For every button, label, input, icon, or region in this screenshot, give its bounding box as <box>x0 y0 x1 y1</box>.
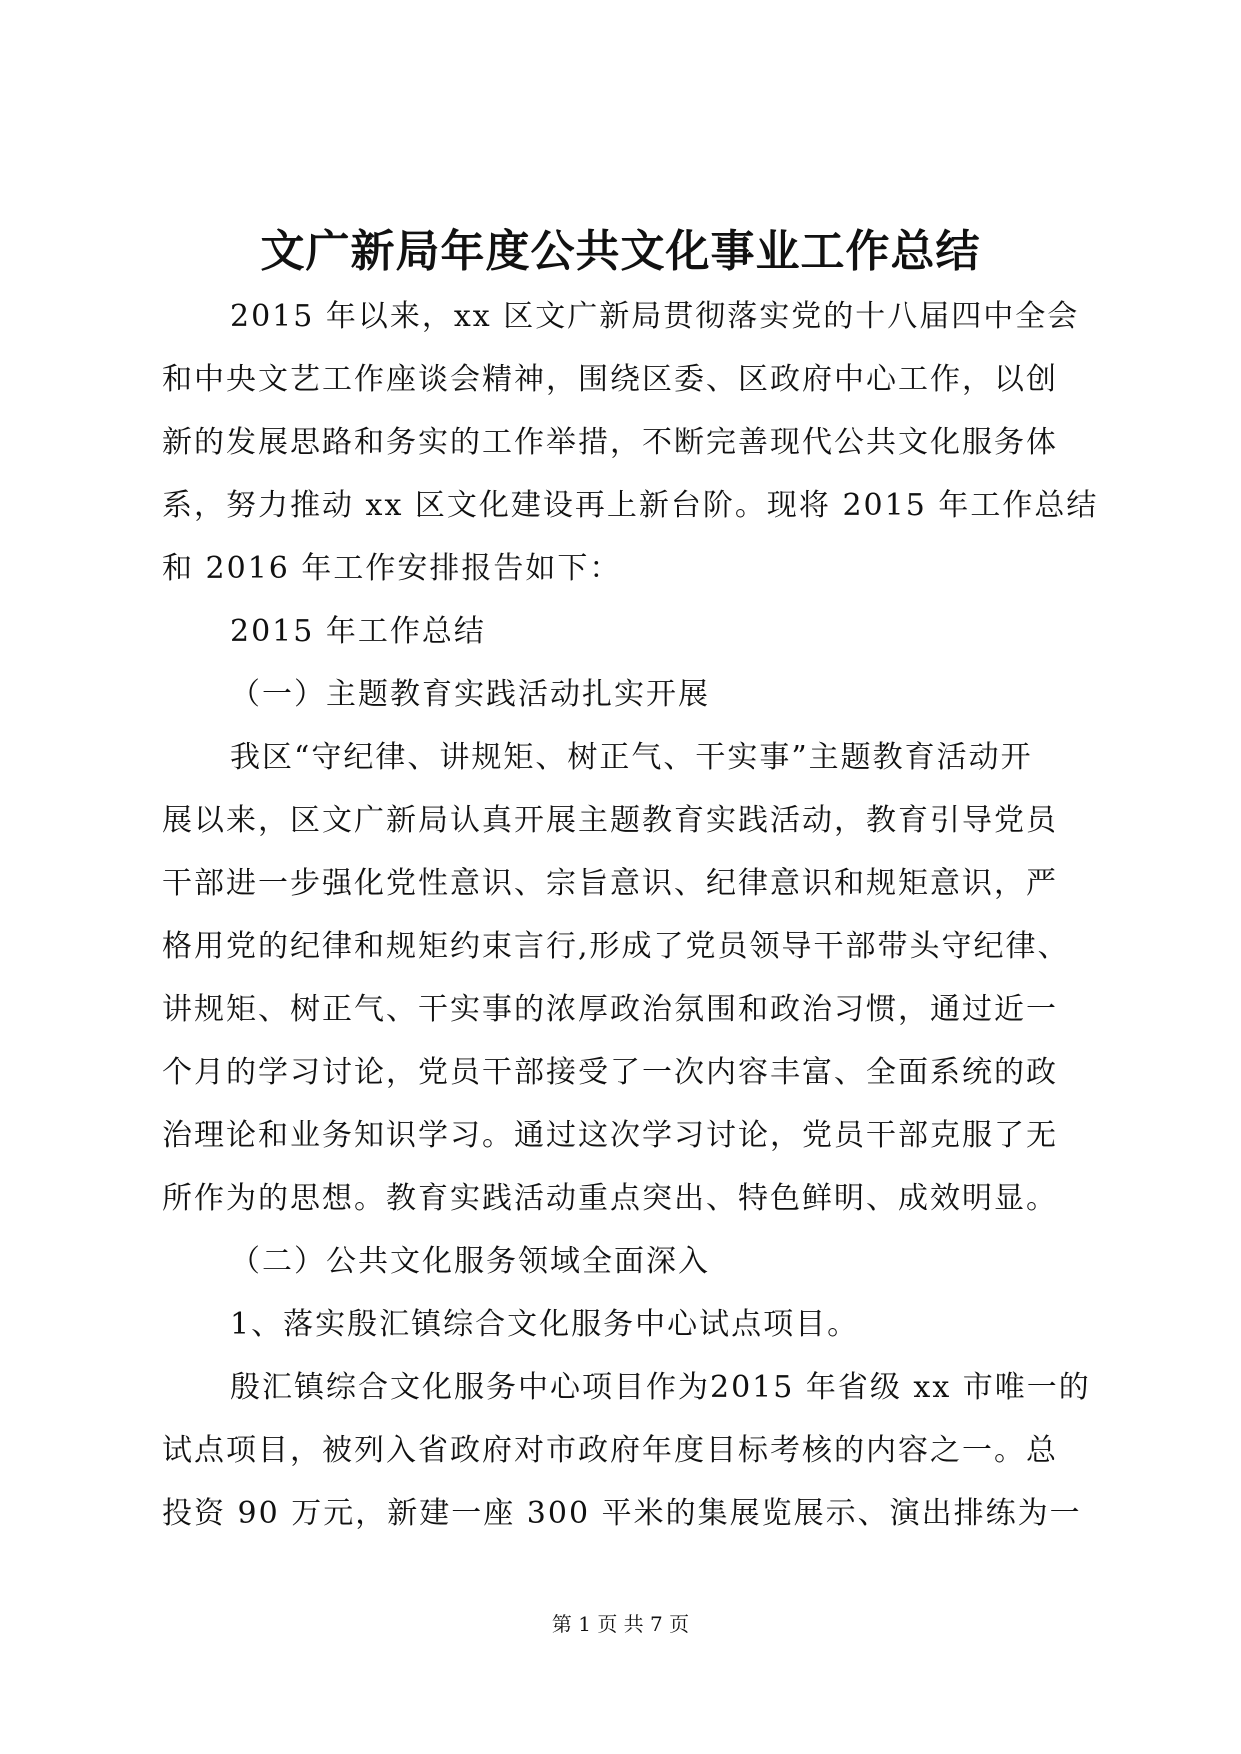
page-footer: 第 1 页 共 7 页 <box>551 1612 690 1636</box>
subsection-heading: （二）公共文化服务领域全面深入 <box>230 1244 710 1279</box>
paragraph-line: 格用党的纪律和规矩约束言行,形成了党员领导干部带头守纪律、 <box>162 929 1070 964</box>
paragraph-line: 新的发展思路和务实的工作举措，不断完善现代公共文化服务体 <box>162 425 1058 460</box>
paragraph-line: 我区“守纪律、讲规矩、树正气、干实事”主题教育活动开 <box>230 740 1033 775</box>
subsection-heading: （一）主题教育实践活动扎实开展 <box>230 677 710 712</box>
paragraph-line: 殷汇镇综合文化服务中心项目作为2015 年省级 xx 市唯一的 <box>230 1370 1091 1405</box>
paragraph-line: 试点项目，被列入省政府对市政府年度目标考核的内容之一。总 <box>162 1433 1058 1468</box>
document-title: 文广新局年度公共文化事业工作总结 <box>260 226 981 277</box>
paragraph-line: 治理论和业务知识学习。通过这次学习讨论，党员干部克服了无 <box>162 1118 1058 1153</box>
paragraph-line: 和中央文艺工作座谈会精神，围绕区委、区政府中心工作，以创 <box>162 362 1058 397</box>
paragraph-line: 个月的学习讨论，党员干部接受了一次内容丰富、全面系统的政 <box>162 1055 1058 1090</box>
paragraph-line: 干部进一步强化党性意识、宗旨意识、纪律意识和规矩意识，严 <box>162 866 1058 901</box>
paragraph-line: 所作为的思想。教育实践活动重点突出、特色鲜明、成效明显。 <box>162 1181 1058 1216</box>
paragraph-line: 2015 年以来，xx 区文广新局贯彻落实党的十八届四中全会 <box>230 299 1080 334</box>
paragraph-line: 讲规矩、树正气、干实事的浓厚政治氛围和政治习惯，通过近一 <box>162 992 1058 1027</box>
item-heading: 1、落实殷汇镇综合文化服务中心试点项目。 <box>230 1307 860 1342</box>
paragraph-line: 系，努力推动 xx 区文化建设再上新台阶。现将 2015 年工作总结 <box>162 488 1099 523</box>
paragraph-line: 展以来，区文广新局认真开展主题教育实践活动，教育引导党员 <box>162 803 1058 838</box>
paragraph-line: 和 2016 年工作安排报告如下： <box>162 551 622 586</box>
paragraph-line: 投资 90 万元，新建一座 300 平米的集展览展示、演出排练为一 <box>162 1496 1082 1531</box>
section-heading: 2015 年工作总结 <box>230 614 486 649</box>
